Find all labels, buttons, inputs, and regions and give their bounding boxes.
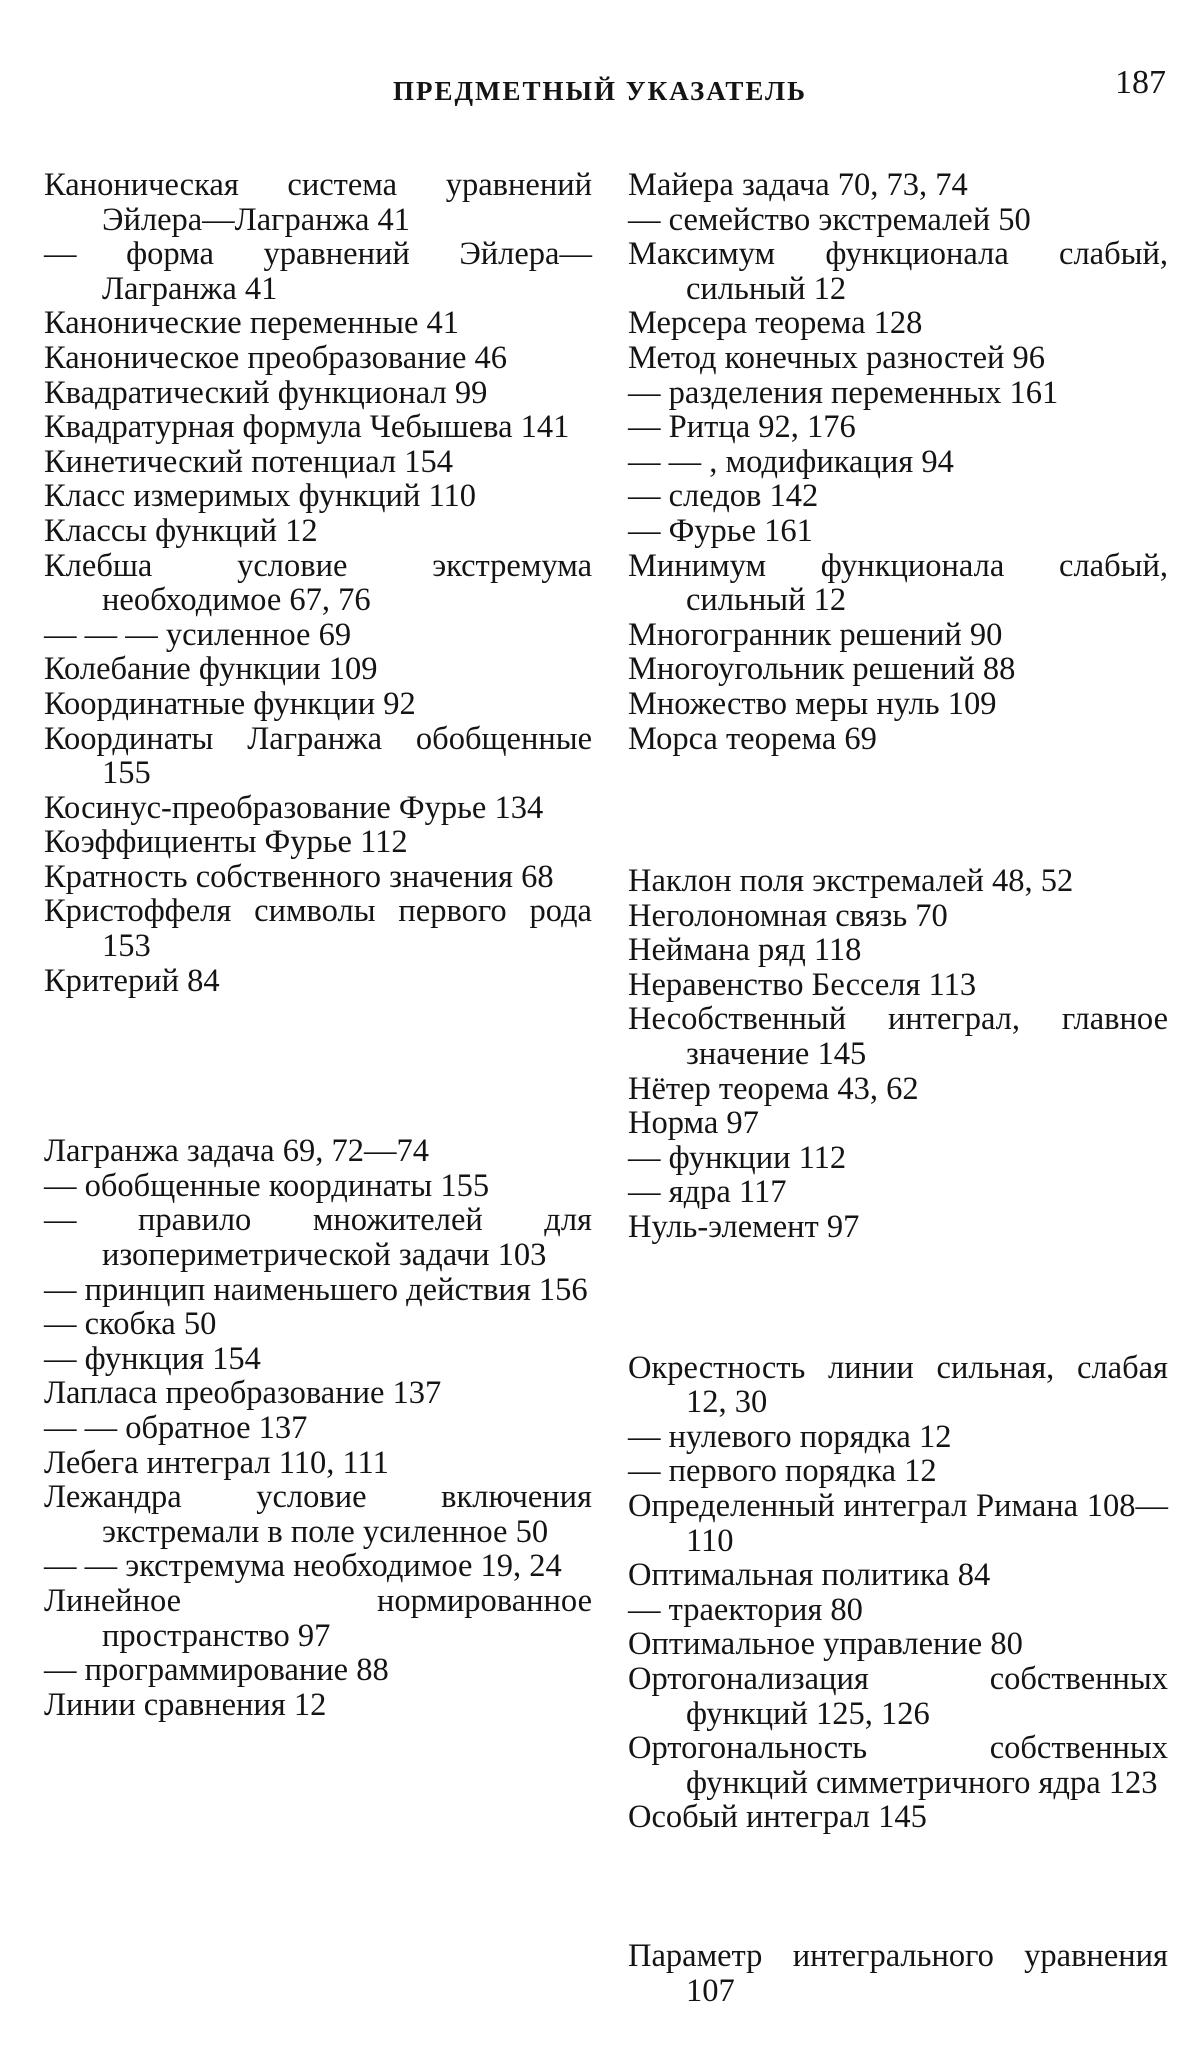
index-entry: Координатные функции 92	[44, 685, 416, 722]
index-group-m	[628, 168, 1168, 756]
index-entry: Максимум функционала слабый, сильный 12	[628, 236, 1168, 307]
index-entry: Майера задача 70, 73, 74	[628, 167, 968, 203]
index-entry: Критерий 84	[44, 962, 220, 999]
index-entry: — — , модификация 94	[628, 443, 954, 480]
index-entry: — траектория 80	[628, 1591, 863, 1628]
index-entry: Минимум функционала слабый, сильный 12	[628, 547, 1168, 619]
index-entry: — функции 112	[628, 1139, 847, 1176]
left-column	[44, 168, 592, 1722]
index-entry: Оптимальное управление 80	[628, 1626, 1023, 1663]
index-entry: Косинус-преобразование Фурье 134	[44, 789, 544, 826]
index-entry: Лагранжа задача 69, 72—74	[44, 1133, 429, 1170]
index-entry: Ортогональность собственных функций симметричного ядра 123	[628, 1730, 1168, 1801]
index-entry: Коэффициенты Фурье 112	[44, 824, 408, 861]
index-entry: Кристоффеля символы первого рода 153	[44, 893, 592, 965]
index-entry: — — обратное 137	[44, 1410, 308, 1446]
page-number: 187	[1115, 64, 1166, 101]
index-entry: Каноническое преобразование 46	[44, 339, 508, 376]
index-entry: Линии сравнения 12	[44, 1686, 327, 1723]
index-entry: — нулевого порядка 12	[628, 1418, 952, 1455]
group-spacer	[628, 1245, 1168, 1351]
index-entry: — Фурье 161	[628, 512, 813, 549]
index-entry: Клебша условие экстремума необходимое 67, 76	[44, 547, 592, 619]
index-entry: — — экстремума необходимое 19, 24	[44, 1548, 562, 1585]
index-entry: Неголономная связь 70	[628, 897, 948, 934]
index-entry: Линейное нормированное пространство 97	[44, 1582, 592, 1654]
index-entry: Морса теорема 69	[628, 720, 877, 757]
index-group-l	[44, 1134, 592, 1722]
index-group-n	[628, 864, 1168, 1245]
index-entry: — функция 154	[44, 1340, 261, 1377]
index-entry: Класс измеримых функций 110	[44, 478, 477, 515]
index-entry: — правило множителей для изопериметрической задачи 103	[44, 1202, 592, 1274]
index-entry: Окрестность линии сильная, слабая 12, 30	[628, 1349, 1168, 1421]
index-entry: — программирование 88	[44, 1652, 389, 1689]
index-entry: Неравенство Бесселя 113	[628, 966, 977, 1003]
index-entry: Норма 97	[628, 1105, 759, 1142]
index-group-p	[628, 1939, 1168, 2008]
right-column	[628, 168, 1168, 2008]
index-entry: Лебега интеграл 110, 111	[44, 1444, 389, 1481]
group-spacer	[628, 1835, 1168, 1939]
index-entry: — Ритца 92, 176	[628, 409, 856, 446]
index-entry: Оптимальная политика 84	[628, 1557, 991, 1594]
index-entry: Квадратурная формула Чебышева 141	[44, 409, 570, 446]
index-entry: — семейство экстремалей 50	[628, 201, 1031, 238]
index-entry: Канонические переменные 41	[44, 305, 459, 342]
index-entry: Кратность собственного значения 68	[44, 858, 554, 895]
index-entry: Нётер теорема 43, 62	[628, 1070, 919, 1107]
index-entry: Определенный интеграл Римана 108—110	[628, 1488, 1168, 1559]
index-entry: Множество меры нуль 109	[628, 685, 997, 722]
group-spacer	[628, 756, 1168, 864]
page-header	[0, 62, 1200, 122]
index-entry: — — — усиленное 69	[44, 616, 352, 653]
index-entry: Координаты Лагранжа обобщенные 155	[44, 720, 592, 792]
index-entry: — ядра 117	[628, 1174, 787, 1211]
index-entry: Особый интеграл 145	[628, 1799, 927, 1836]
index-entry: — обобщенные координаты 155	[44, 1167, 490, 1204]
index-entry: — разделения переменных 161	[628, 374, 1059, 411]
index-entry: Колебание функции 109	[44, 651, 378, 688]
index-entry: Мерсера теорема 128	[628, 305, 923, 342]
index-entry: Многоугольник решений 88	[628, 651, 1016, 688]
index-entry: Метод конечных разностей 96	[628, 339, 1046, 376]
index-entry: Несобственный интеграл, главное значение 145	[628, 1001, 1168, 1073]
index-entry: Каноническая система уравнений Эйлера—Лагранжа 41	[44, 167, 592, 238]
index-entry: — принцип наименьшего действия 156	[44, 1271, 588, 1308]
index-entry: — следов 142	[628, 478, 819, 515]
running-title: ПРЕДМЕТНЫЙ УКАЗАТЕЛЬ	[392, 76, 808, 106]
index-entry: Лежандра условие включения экстремали в поле усиленное 50	[44, 1479, 592, 1550]
index-entry: Лапласа преобразование 137	[44, 1375, 442, 1412]
index-entry: — форма уравнений Эйлера—Лагранжа 41	[44, 236, 592, 307]
index-entry: Неймана ряд 118	[628, 932, 862, 969]
index-entry: Наклон поля экстремалей 48, 52	[628, 863, 1074, 900]
index-entry: — скобка 50	[44, 1306, 217, 1343]
index-group-k	[44, 168, 592, 998]
index-group-o	[628, 1351, 1168, 1835]
index-entry: Ортогонализация собственных функций 125, 126	[628, 1660, 1168, 1732]
group-spacer	[44, 998, 592, 1134]
index-entry: Многогранник решений 90	[628, 616, 1003, 653]
index-entry: — первого порядка 12	[628, 1453, 937, 1490]
index-entry: Классы функций 12	[44, 512, 318, 549]
index-entry: Параметр интегрального уравнения 107	[628, 1937, 1168, 2009]
index-entry: Кинетический потенциал 154	[44, 443, 454, 480]
index-entry: Нуль-элемент 97	[628, 1209, 860, 1246]
index-entry: Квадратический функционал 99	[44, 374, 488, 411]
